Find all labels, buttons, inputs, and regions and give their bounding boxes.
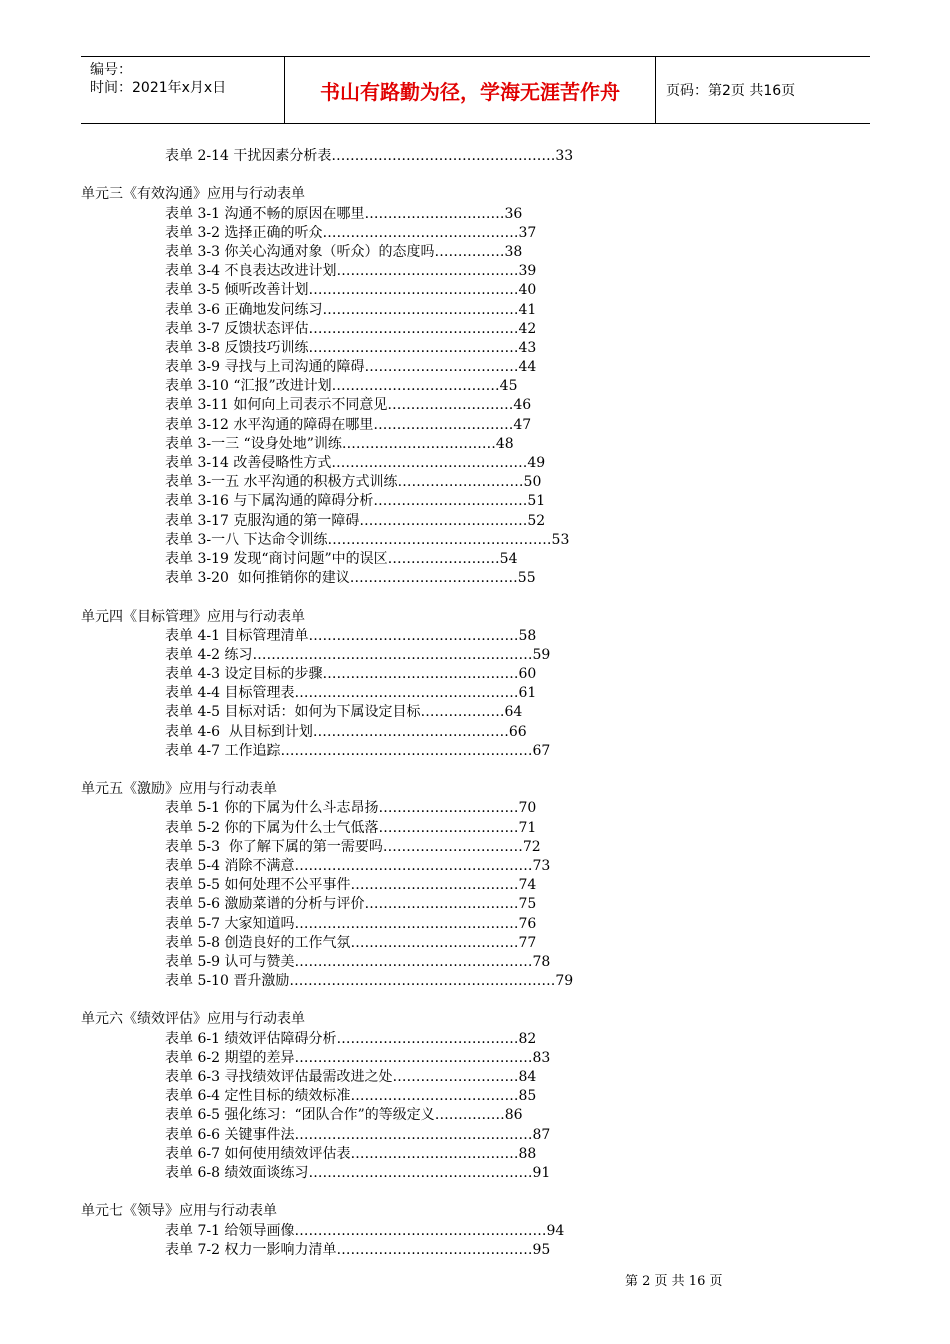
- toc-entry: 表单 5-6 激励菜谱的分析与评价……………………………75: [165, 896, 537, 913]
- toc-entry: 表单 5-4 消除不满意……………………………………………73: [165, 857, 551, 874]
- toc-entry: 表单 3-一五 水平沟通的积极方式训练………………………50: [165, 474, 542, 491]
- toc-entry: 表单 2-14 干扰因素分析表…………………………………………33: [165, 148, 574, 164]
- document-time-label: 时间：2021年x月x日: [90, 80, 227, 96]
- toc-entry: 表单 4-6 从目标到计划……………………………………66: [165, 723, 527, 740]
- toc-entry: 表单 3-一八 下达命令训练…………………………………………53: [165, 531, 570, 548]
- toc-entry: 表单 5-5 如何处理不公平事件………………………………74: [165, 877, 537, 894]
- toc-entry: 表单 3-4 不良表达改进计划…………………………………39: [165, 263, 537, 280]
- toc-entry: 表单 5-3 你了解下属的第一需要吗…………………………72: [165, 838, 541, 855]
- toc-entry: 表单 3-10 “汇报”改进计划………………………………45: [165, 378, 518, 395]
- toc-entry: 表单 3-一三 “设身处地”训练……………………………48: [165, 435, 514, 452]
- toc-entry: 表单 5-8 创造良好的工作气氛………………………………77: [165, 934, 537, 951]
- page-footer: 第 2 页 共 16 页: [625, 1274, 723, 1289]
- toc-entry: 表单 5-1 你的下属为什么斗志昂扬…………………………70: [165, 800, 537, 817]
- header-page-label: 页码：第2页 共16页: [666, 83, 796, 99]
- toc-entry: 表单 6-4 定性目标的绩效标准………………………………85: [165, 1088, 537, 1105]
- toc-entry: 表单 3-19 发现“商讨问题”中的误区……………………54: [165, 550, 518, 567]
- toc-entry: 表单 3-7 反馈状态评估………………………………………42: [165, 320, 537, 337]
- toc-entry: 表单 3-16 与下属沟通的障碍分析……………………………51: [165, 493, 546, 510]
- toc-entry: 表单 3-17 克服沟通的第一障碍………………………………52: [165, 512, 546, 529]
- toc-entry: 表单 4-1 目标管理清单………………………………………58: [165, 627, 537, 644]
- toc-entry: 表单 5-7 大家知道吗…………………………………………76: [165, 915, 537, 932]
- toc-entry: 表单 5-10 晋升激励…………………………………………………79: [165, 973, 574, 990]
- toc-unit-heading: 单元五《激励》应用与行动表单: [81, 781, 277, 798]
- toc-entry: 表单 3-14 改善侵略性方式……………………………………49: [165, 455, 546, 471]
- toc-entry: 表单 3-2 选择正确的听众……………………………………37: [165, 224, 537, 241]
- toc-entry: 表单 7-2 权力一影响力清单……………………………………95: [165, 1241, 551, 1258]
- toc-entry: 表单 6-7 如何使用绩效评估表………………………………88: [165, 1145, 537, 1162]
- toc-unit-heading: 单元六《绩效评估》应用与行动表单: [81, 1011, 305, 1028]
- toc-entry: 表单 6-8 绩效面谈练习…………………………………………91: [165, 1164, 551, 1181]
- toc-entry: 表单 6-3 寻找绩效评估最需改进之处………………………84: [165, 1069, 537, 1085]
- toc-entry: 表单 6-2 期望的差异……………………………………………83: [165, 1049, 551, 1066]
- toc-entry: 表单 6-6 关键事件法……………………………………………87: [165, 1126, 551, 1143]
- toc-entry: 表单 3-1 沟通不畅的原因在哪里…………………………36: [165, 205, 523, 222]
- toc-entry: 表单 3-11 如何向上司表示不同意见………………………46: [165, 397, 532, 414]
- toc-entry: 表单 5-9 认可与赞美……………………………………………78: [165, 953, 551, 970]
- toc-entry: 表单 4-2 练习……………………………………………………59: [165, 646, 551, 663]
- toc-entry: 表单 3-12 水平沟通的障碍在哪里…………………………47: [165, 416, 532, 433]
- document-number-label: 编号：: [90, 62, 132, 78]
- toc-entry: 表单 3-9 寻找与上司沟通的障碍……………………………44: [165, 359, 537, 376]
- toc-entry: 表单 4-4 目标管理表…………………………………………61: [165, 685, 537, 702]
- toc-entry: 表单 7-1 给领导画像………………………………………………94: [165, 1222, 565, 1239]
- toc-unit-heading: 单元三《有效沟通》应用与行动表单: [81, 186, 305, 203]
- table-of-contents: [81, 147, 781, 1260]
- toc-unit-heading: 单元四《目标管理》应用与行动表单: [81, 608, 305, 625]
- toc-entry: 表单 4-3 设定目标的步骤……………………………………60: [165, 666, 537, 683]
- header-meta: [81, 57, 285, 123]
- toc-entry: 表单 3-5 倾听改善计划………………………………………40: [165, 282, 537, 299]
- toc-entry: 表单 3-8 反馈技巧训练………………………………………43: [165, 339, 537, 356]
- toc-spacer: [81, 991, 781, 1010]
- toc-spacer: [81, 761, 781, 780]
- toc-entry: 表单 3-20 如何推销你的建议………………………………55: [165, 570, 536, 587]
- toc-entry: 表单 5-2 你的下属为什么士气低落…………………………71: [165, 819, 537, 836]
- toc-spacer: [81, 588, 781, 607]
- toc-spacer: [81, 166, 781, 185]
- toc-spacer: [81, 1183, 781, 1202]
- toc-entry: 表单 3-3 你关心沟通对象（听众）的态度吗……………38: [165, 243, 523, 260]
- toc-entry: 表单 4-7 工作追踪………………………………………………67: [165, 742, 551, 759]
- header-motto: 书山有路勤为径，学海无涯苦作舟: [285, 57, 656, 123]
- page-header: [81, 56, 870, 124]
- toc-entry: 表单 6-5 强化练习：“团队合作”的等级定义……………86: [165, 1107, 523, 1124]
- toc-entry: 表单 6-1 绩效评估障碍分析…………………………………82: [165, 1030, 537, 1047]
- toc-unit-heading: 单元七《领导》应用与行动表单: [81, 1203, 277, 1220]
- toc-entry: 表单 4-5 目标对话：如何为下属设定目标………………64: [165, 704, 523, 721]
- toc-entry: 表单 3-6 正确地发问练习……………………………………41: [165, 301, 537, 318]
